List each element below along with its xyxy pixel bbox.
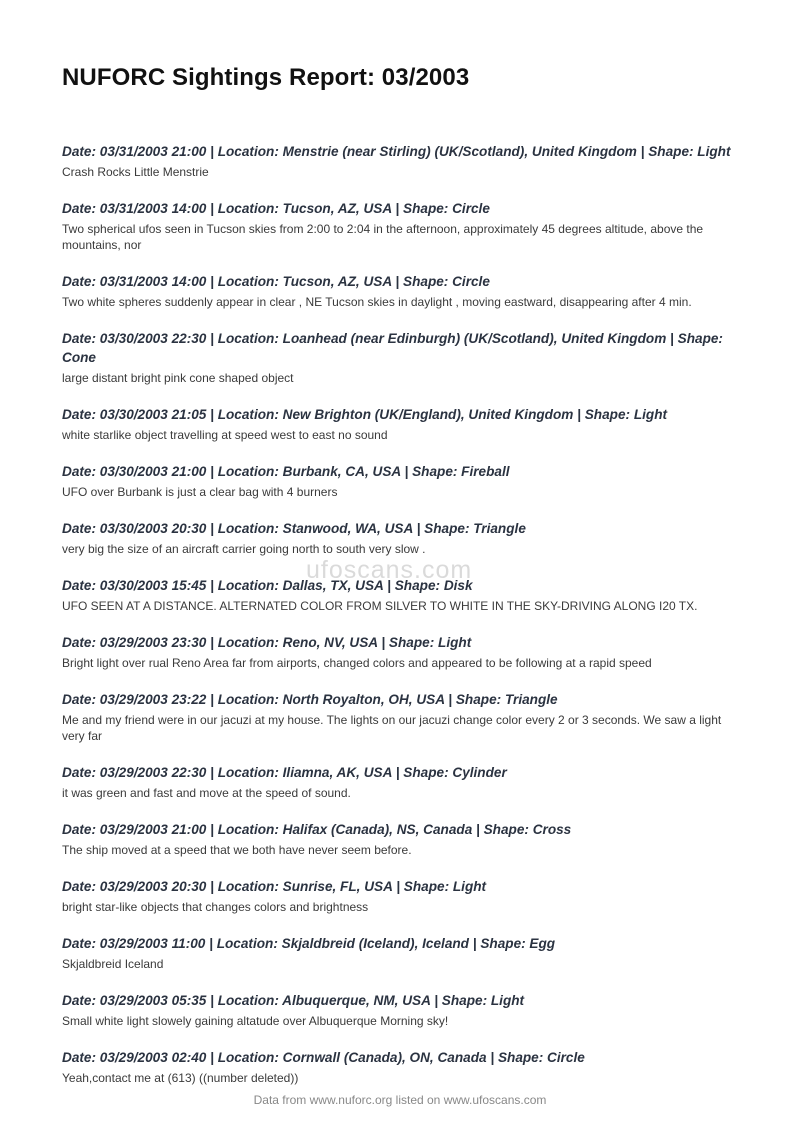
list-item (62, 405, 738, 443)
entry-description: Small white light slowely gaining altatude over Albuquerque Morning sky! (62, 1014, 449, 1028)
list-item (62, 991, 738, 1029)
list-item (62, 934, 738, 972)
entry-description: white starlike object travelling at speed west to east no sound (62, 428, 388, 442)
list-item (62, 877, 738, 915)
entry-description: very big the size of an aircraft carrier going north to south very slow . (62, 542, 426, 556)
entry-header: Date: 03/29/2003 23:30 | Location: Reno, NV, USA | Shape: Light (62, 635, 472, 650)
entry-header: Date: 03/29/2003 20:30 | Location: Sunrise, FL, USA | Shape: Light (62, 879, 487, 894)
entry-header: Date: 03/30/2003 21:00 | Location: Burbank, CA, USA | Shape: Fireball (62, 464, 510, 479)
entry-description: UFO SEEN AT A DISTANCE. ALTERNATED COLOR FROM SILVER TO WHITE IN THE SKY-DRIVING ALONG I20 TX. (62, 599, 698, 613)
list-item (62, 576, 738, 614)
sightings-list (62, 142, 738, 1105)
list-item (62, 690, 738, 744)
entry-header: Date: 03/29/2003 23:22 | Location: North Royalton, OH, USA | Shape: Triangle (62, 692, 558, 707)
entry-header: Date: 03/29/2003 02:40 | Location: Cornwall (Canada), ON, Canada | Shape: Circle (62, 1050, 585, 1065)
entry-description: The ship moved at a speed that we both have never seem before. (62, 843, 412, 857)
list-item (62, 142, 738, 180)
list-item (62, 1048, 738, 1086)
entry-description: Two white spheres suddenly appear in clear , NE Tucson skies in daylight , moving eastward, disappearing after 4 min. (62, 295, 692, 309)
entry-header: Date: 03/30/2003 21:05 | Location: New Brighton (UK/England), United Kingdom | Shape: Light (62, 407, 668, 422)
list-item (62, 633, 738, 671)
entry-description: it was green and fast and move at the speed of sound. (62, 786, 351, 800)
entry-header: Date: 03/30/2003 15:45 | Location: Dallas, TX, USA | Shape: Disk (62, 578, 473, 593)
entry-header: Date: 03/31/2003 14:00 | Location: Tucson, AZ, USA | Shape: Circle (62, 201, 490, 216)
entry-description: Bright light over rual Reno Area far from airports, changed colors and appeared to be following at a rapid speed (62, 656, 652, 670)
page-title: NUFORC Sightings Report: 03/2003 (62, 64, 470, 91)
list-item (62, 462, 738, 500)
list-item (62, 820, 738, 858)
entry-description: Two spherical ufos seen in Tucson skies from 2:00 to 2:04 in the afternoon, approximately 45 degrees altitude, above the mountains, nor (62, 222, 704, 252)
entry-header: Date: 03/29/2003 05:35 | Location: Albuquerque, NM, USA | Shape: Light (62, 993, 525, 1008)
list-item (62, 272, 738, 310)
list-item (62, 763, 738, 801)
entry-header: Date: 03/30/2003 20:30 | Location: Stanwood, WA, USA | Shape: Triangle (62, 521, 526, 536)
entry-header: Date: 03/31/2003 21:00 | Location: Menstrie (near Stirling) (UK/Scotland), United Kingdom | Shape: Light (62, 144, 731, 159)
entry-description: Yeah,contact me at (613) ((number deleted)) (62, 1071, 299, 1085)
entry-description: Me and my friend were in our jacuzi at my house. The lights on our jacuzi change color every 2 or 3 seconds. We saw a light very far (62, 713, 722, 743)
entry-header: Date: 03/30/2003 22:30 | Location: Loanhead (near Edinburgh) (UK/Scotland), United Kingdom | Shape: Cone (62, 331, 723, 365)
entry-description: large distant bright pink cone shaped object (62, 371, 294, 385)
list-item (62, 519, 738, 557)
entry-description: UFO over Burbank is just a clear bag with 4 burners (62, 485, 338, 499)
entry-description: Crash Rocks Little Menstrie (62, 165, 209, 179)
list-item (62, 329, 738, 386)
entry-header: Date: 03/29/2003 22:30 | Location: Iliamna, AK, USA | Shape: Cylinder (62, 765, 507, 780)
entry-header: Date: 03/29/2003 21:00 | Location: Halifax (Canada), NS, Canada | Shape: Cross (62, 822, 572, 837)
footer-credit: Data from www.nuforc.org listed on www.ufoscans.com (253, 1093, 547, 1107)
watermark: ufoscans.com (306, 556, 473, 584)
entry-description: bright star-like objects that changes colors and brightness (62, 900, 369, 914)
entry-header: Date: 03/29/2003 11:00 | Location: Skjaldbreid (Iceland), Iceland | Shape: Egg (62, 936, 556, 951)
list-item (62, 199, 738, 253)
entry-header: Date: 03/31/2003 14:00 | Location: Tucson, AZ, USA | Shape: Circle (62, 274, 490, 289)
entry-description: Skjaldbreid Iceland (62, 957, 164, 971)
